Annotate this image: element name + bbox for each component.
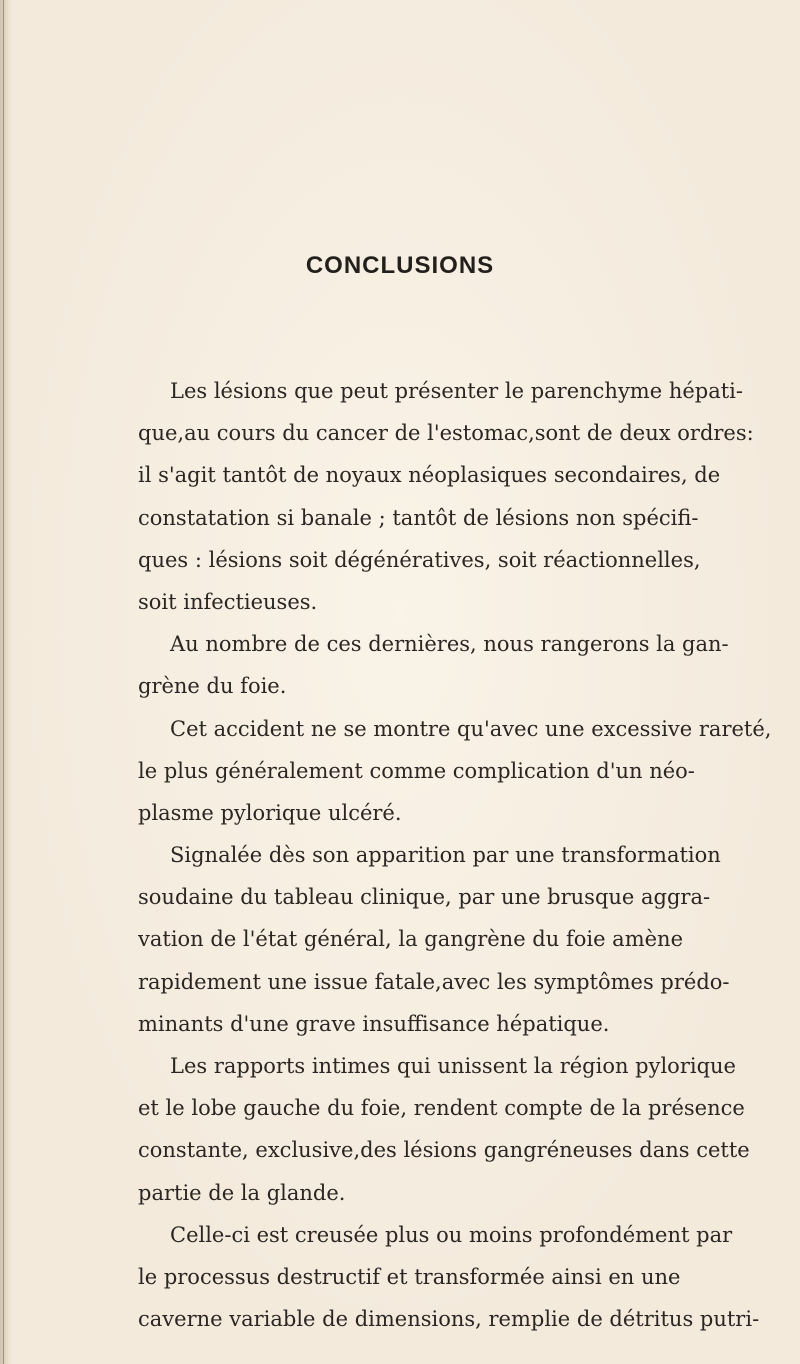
paragraph (138, 623, 729, 707)
text-line: ques : lésions soit dégénératives, soit réactionnelles, (138, 547, 701, 572)
text-line: Au nombre de ces dernières, nous rangerons la gan- (170, 632, 729, 657)
text-line: Cet accident ne se montre qu'avec une excessive rareté, (170, 716, 772, 741)
page-binding-edge (0, 0, 12, 1364)
text-line: minants d'une grave insuffisance hépatique. (138, 1011, 610, 1036)
text-line: constante, exclusive,des lésions gangréneuses dans cette (138, 1138, 750, 1163)
text-line: et le lobe gauche du foie, rendent compte de la présence (138, 1096, 745, 1121)
paragraph (138, 1045, 750, 1214)
text-line: grène du foie. (138, 674, 287, 699)
text-line: il s'agit tantôt de noyaux néoplasiques secondaires, de (138, 463, 721, 488)
text-line: soit infectieuses. (138, 589, 318, 614)
text-line: Celle-ci est creusée plus ou moins profondément par (170, 1222, 733, 1247)
text-line: Les rapports intimes qui unissent la région pylorique (170, 1054, 736, 1078)
page-binding-line (3, 0, 4, 1364)
text-line: rapidement une issue fatale,avec les symptômes prédo- (138, 969, 730, 994)
text-line: caverne variable de dimensions, remplie de détritus putri- (138, 1307, 760, 1332)
text-line: que,au cours du cancer de l'estomac,sont de deux ordres: (138, 421, 754, 446)
text-line: soudaine du tableau clinique, par une brusque aggra- (138, 885, 711, 910)
text-line: vation de l'état général, la gangrène du foie amène (138, 927, 683, 952)
text-line: Signalée dès son apparition par une transformation (170, 843, 721, 868)
text-line: constatation si banale ; tantôt de lésions non spécifi- (138, 505, 699, 530)
text-line: le plus généralement comme complication d'un néo- (138, 758, 695, 783)
paragraph (138, 834, 730, 1045)
body-text (138, 370, 772, 1340)
text-line: le processus destructif et transformée ainsi en une (138, 1264, 681, 1289)
text-line: partie de la glande. (138, 1180, 346, 1205)
paragraph (138, 708, 772, 835)
page-title: CONCLUSIONS (305, 252, 495, 279)
paragraph (138, 1214, 760, 1341)
text-line: Les lésions que peut présenter le parenchyme hépati- (170, 379, 743, 403)
text-line: plasme pylorique ulcéré. (138, 800, 402, 825)
paragraph (138, 370, 754, 623)
